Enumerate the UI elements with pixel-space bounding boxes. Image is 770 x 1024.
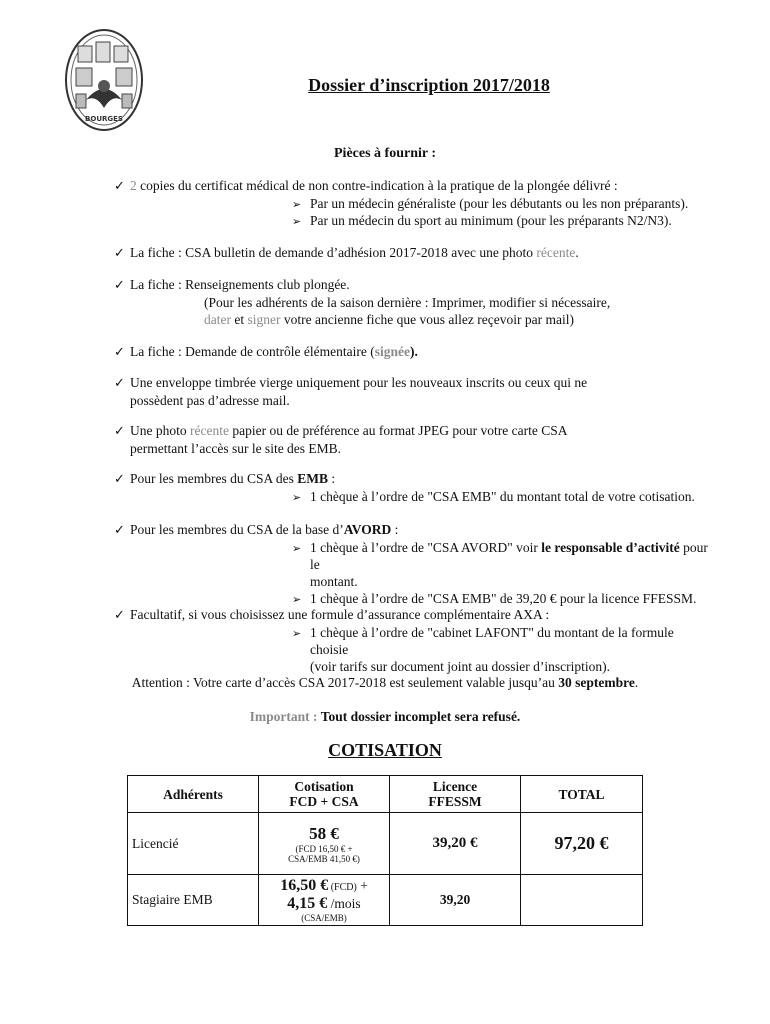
sub-item-text: 1 chèque à l’ordre de "CSA AVORD" voir (310, 540, 542, 555)
sub-item-text: (voir tarifs sur document joint au dossier d’inscription). (310, 659, 610, 674)
cell-licence (390, 813, 521, 875)
item-text: papier ou de préférence au format JPEG pour votre carte CSA (228, 423, 568, 438)
attention-note (0, 674, 770, 691)
logo-caption: BOURGES (85, 115, 123, 123)
header-text: FFESSM (428, 794, 482, 809)
item-text: Une enveloppe timbrée vierge uniquement pour les nouveaux inscrits ou ceux qui ne (130, 375, 588, 390)
list-item (114, 244, 710, 262)
cotisation-table (127, 775, 643, 926)
arrow-bullet-icon: ➢ (292, 542, 302, 555)
list-item (114, 470, 710, 505)
copies-count: 2 (130, 178, 137, 193)
item-text: : (328, 471, 336, 486)
cotisation-amount: 58 € (309, 823, 339, 843)
cotisation-plus: + (356, 878, 368, 893)
cell-cotisation (259, 813, 390, 875)
note-text: votre ancienne fiche que vous allez reçevoir par mail) (280, 312, 574, 327)
sub-item-text: Par un médecin généraliste (pour les débutants ou les non préparants). (310, 196, 689, 211)
item-text: Pour les membres du CSA de la base d’ (130, 522, 344, 537)
sub-item-text: 1 chèque à l’ordre de "CSA EMB" de 39,20 € pour la licence FFESSM. (310, 591, 697, 606)
page-title: Dossier d’inscription 2017/2018 (308, 75, 550, 95)
arrow-bullet-icon: ➢ (292, 491, 302, 504)
table-row (128, 813, 643, 875)
list-item (114, 422, 710, 457)
attention-date: 30 septembre (558, 675, 635, 690)
item-text-continued: permettant l’accès sur le site des EMB. (130, 441, 342, 456)
attention-text: Attention : Votre carte d’accès CSA 2017-2018 est seulement valable jusqu’au (131, 675, 559, 690)
table-header-row (128, 776, 643, 813)
list-item (114, 343, 710, 361)
sub-item-text: montant. (310, 574, 358, 589)
header-cotisation (259, 776, 390, 813)
sub-item-text: 1 chèque à l’ordre de "cabinet LAFONT" du montant de la formule choisie (310, 625, 674, 657)
documents-heading: Pièces à fournir : (334, 146, 436, 161)
cotisation-monthly: 4,15 € (287, 895, 328, 912)
sub-item-text: pour le (310, 540, 708, 572)
total-amount: 97,20 € (554, 833, 609, 853)
cell-licence (390, 875, 521, 926)
important-label: Important : (249, 709, 321, 724)
item-text-continued: possèdent pas d’adresse mail. (130, 393, 290, 408)
item-text-end: . (575, 245, 579, 260)
check-icon: ✓ (114, 523, 125, 538)
cotisation-period: /mois (327, 896, 361, 911)
highlight-text: dater (204, 312, 231, 327)
sub-item (270, 539, 710, 590)
cotisation-note: (FCD) (328, 882, 357, 893)
check-icon: ✓ (114, 376, 125, 391)
cotisation-note: (CSA/EMB) (301, 913, 347, 923)
item-text: La fiche : Demande de contrôle élémentaire ( (130, 344, 375, 359)
cotisation-note: (FCD 16,50 € + (295, 843, 353, 854)
licence-amount: 39,20 € (432, 835, 478, 851)
cell-cotisation (259, 875, 390, 926)
header-adherents: Adhérents (128, 776, 259, 813)
sub-item (270, 590, 710, 607)
check-icon: ✓ (114, 246, 125, 261)
sub-item (270, 624, 710, 675)
cotisation-title: COTISATION (328, 740, 442, 760)
list-item (114, 374, 710, 409)
header-text: Licence (432, 779, 478, 794)
check-icon: ✓ (114, 278, 125, 293)
item-text: Facultatif, si vous choisissez une formule d’assurance complémentaire AXA : (130, 607, 550, 622)
sub-item (270, 195, 710, 212)
important-note (0, 708, 770, 725)
highlight-text: récente (536, 245, 576, 260)
cotisation-note: CSA/EMB 41,50 €) (288, 853, 360, 864)
responsable-label: le responsable d’activité (541, 540, 680, 555)
sub-item-text: Par un médecin du sport au minimum (pour les préparants N2/N3). (310, 213, 672, 228)
highlight-text: récente (190, 423, 229, 438)
arrow-bullet-icon: ➢ (292, 215, 302, 228)
item-text: La fiche : CSA bulletin de demande d’adhésion 2017-2018 avec une photo (130, 245, 537, 260)
item-text: copies du certificat médical de non contre-indication à la pratique de la plongée délivré : (136, 178, 618, 193)
item-text-end: ). (410, 344, 418, 359)
attention-text-end: . (634, 675, 639, 690)
item-text: Pour les membres du CSA des (130, 471, 298, 486)
header-total: TOTAL (521, 776, 643, 813)
emb-label: EMB (297, 471, 329, 486)
avord-label: AVORD (343, 522, 392, 537)
list-item (114, 606, 710, 675)
item-note (204, 294, 710, 311)
sub-item-text: 1 chèque à l’ordre de "CSA EMB" du montant total de votre cotisation. (310, 489, 695, 504)
header-licence (390, 776, 521, 813)
check-icon: ✓ (114, 179, 125, 194)
header-text: FCD + CSA (289, 794, 359, 809)
list-item (114, 521, 710, 607)
item-text: La fiche : Renseignements club plongée. (130, 277, 350, 292)
item-text: : (391, 522, 399, 537)
list-item (114, 177, 710, 229)
highlight-text: signée (374, 344, 410, 359)
table-row (128, 875, 643, 926)
check-icon: ✓ (114, 472, 125, 487)
cell-total (521, 875, 643, 926)
sub-item (270, 212, 710, 229)
note-text: et (230, 312, 248, 327)
list-item (114, 276, 710, 328)
sub-item (270, 488, 710, 505)
cotisation-amount: 16,50 € (280, 877, 329, 894)
arrow-bullet-icon: ➢ (292, 627, 302, 640)
check-icon: ✓ (114, 424, 125, 439)
cell-total (521, 813, 643, 875)
arrow-bullet-icon: ➢ (292, 593, 302, 606)
cell-adherent: Stagiaire EMB (128, 875, 259, 926)
licence-amount: 39,20 (439, 892, 471, 907)
item-text: Une photo (130, 423, 190, 438)
cell-adherent: Licencié (128, 813, 259, 875)
highlight-text: signer (247, 312, 281, 327)
item-note (204, 311, 710, 328)
important-text: Tout dossier incomplet sera refusé. (320, 709, 521, 724)
header-text: Cotisation (294, 779, 354, 794)
note-text: (Pour les adhérents de la saison dernière : Imprimer, modifier si nécessaire, (204, 295, 611, 310)
check-icon: ✓ (114, 345, 125, 360)
arrow-bullet-icon: ➢ (292, 198, 302, 211)
check-icon: ✓ (114, 608, 125, 623)
